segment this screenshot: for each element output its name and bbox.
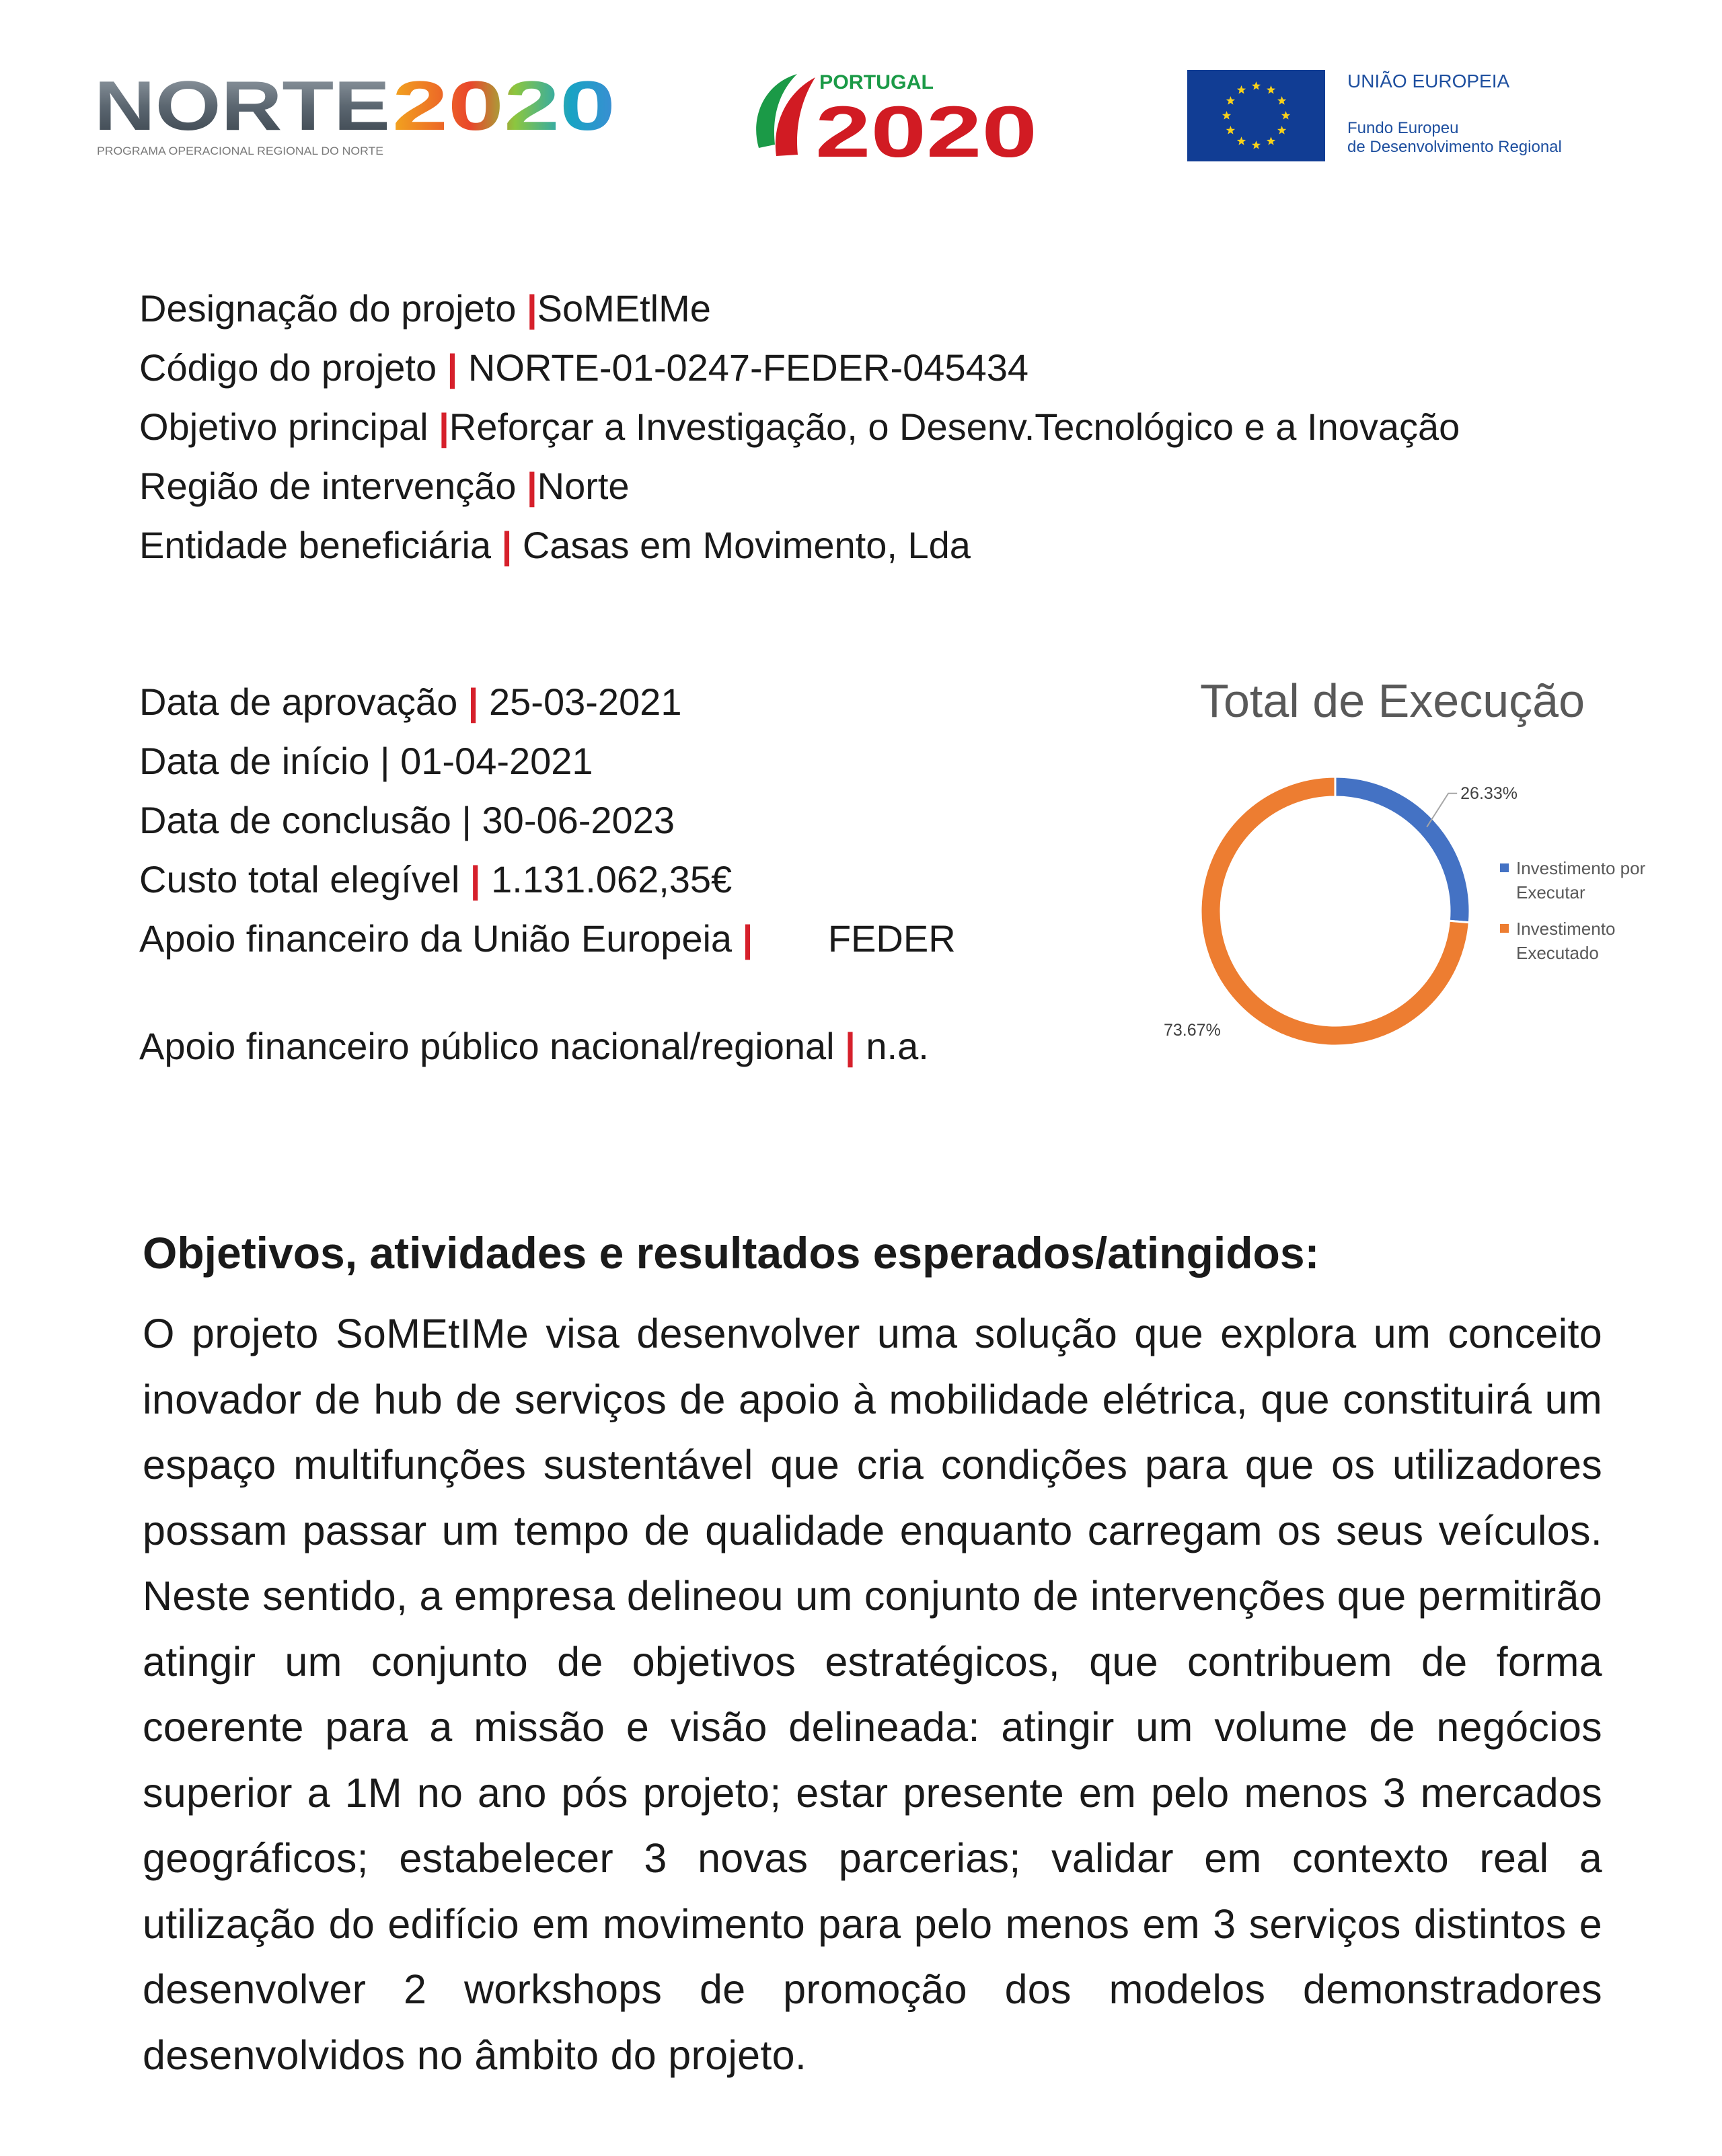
approval-row xyxy=(139,672,1115,732)
designation-value: SoMEtlMe xyxy=(537,287,711,330)
objective-value: Reforçar a Investigação, o Desenv.Tecnológico e a Inovação xyxy=(449,406,1460,448)
separator: | xyxy=(470,858,481,900)
cost-value: 1.131.062,35€ xyxy=(491,858,733,900)
eu-logo xyxy=(1187,67,1604,168)
donut-slice xyxy=(1335,777,1470,923)
eu-support-value: FEDER xyxy=(827,917,956,960)
objective-row xyxy=(139,397,1653,457)
header-logos xyxy=(0,0,1722,202)
donut-data-label: 73.67% xyxy=(1164,1021,1221,1040)
portugal-year: 2020 xyxy=(815,91,1037,168)
portugal2020-logo xyxy=(747,67,1049,168)
norte-wordmark: NORTE xyxy=(94,67,390,145)
approval-value: 25-03-2021 xyxy=(489,681,682,723)
approval-label: Data de aprovação xyxy=(139,681,458,723)
separator: | xyxy=(526,465,537,507)
separator: | xyxy=(467,681,479,723)
cost-row xyxy=(139,850,1115,909)
separator: | xyxy=(501,524,513,566)
objectives-paragraph: O projeto SoMEtIMe visa desenvolver uma solução que explora um conceito inovador de hub de serviços de apoio à mobilidade elétrica, que constituirá um espaço multifunções sustentável que cria condições para que os utilizadores possam passar um tempo de qualidade enquanto carregam os seus veículos. Neste sentido, a empresa delineou um conjunto de intervenções que permitirão atingir um conjunto de objetivos estratégicos, que contribuem de forma coerente para a missão e visão delineada: atingir um volume de negócios superior a 1M no ano pós projeto; estar presente em pelo menos 3 mercados geográficos; estabelecer 3 novas parcerias; validar em contexto real a utilização do edifício em movimento para pelo menos em 3 serviços distintos e desenvolver 2 workshops de promoção dos modelos demonstradores desenvolvidos no âmbito do projeto. xyxy=(143,1311,1602,2078)
legend-label: Executar xyxy=(1516,882,1585,902)
separator: | xyxy=(380,740,390,782)
separator: | xyxy=(447,346,458,389)
start-label: Data de início xyxy=(139,740,370,782)
code-row xyxy=(139,338,1653,397)
start-row xyxy=(139,732,1115,791)
norte2020-logo xyxy=(94,67,632,168)
objectives-heading: Objetivos, atividades e resultados esperados/atingidos: xyxy=(143,1228,1320,1278)
project-info xyxy=(139,279,1653,575)
eu-support-row xyxy=(139,909,1115,968)
separator: | xyxy=(461,799,472,841)
execution-donut-chart xyxy=(1157,746,1715,1056)
national-support-row xyxy=(139,1017,1115,1076)
entity-row xyxy=(139,516,1653,575)
cost-label: Custo total elegível xyxy=(139,858,460,900)
end-label: Data de conclusão xyxy=(139,799,451,841)
designation-label: Designação do projeto xyxy=(139,287,517,330)
portugal-label: PORTUGAL xyxy=(819,71,934,93)
legend-label: Investimento por xyxy=(1516,858,1646,878)
objective-label: Objetivo principal xyxy=(139,406,428,448)
donut-data-label: 26.33% xyxy=(1460,783,1518,803)
separator: | xyxy=(742,917,753,960)
eu-support-label: Apoio financeiro da União Europeia xyxy=(139,917,733,960)
code-label: Código do projeto xyxy=(139,346,437,389)
norte-year: 2020 xyxy=(392,67,615,145)
national-support-label: Apoio financeiro público nacional/regional xyxy=(139,1025,835,1067)
end-value: 30-06-2023 xyxy=(482,799,675,841)
chart-title: Total de Execução xyxy=(1199,675,1585,727)
legend-label: Investimento xyxy=(1516,919,1616,939)
code-value: NORTE-01-0247-FEDER-045434 xyxy=(467,346,1028,389)
eu-name: UNIÃO EUROPEIA xyxy=(1347,71,1510,91)
separator: | xyxy=(526,287,537,330)
end-row xyxy=(139,791,1115,850)
norte-subtitle: PROGRAMA OPERACIONAL REGIONAL DO NORTE xyxy=(97,145,383,157)
national-support-value: n.a. xyxy=(866,1025,929,1067)
legend-label: Executado xyxy=(1516,943,1599,963)
separator: | xyxy=(845,1025,856,1067)
eu-fund-line2: de Desenvolvimento Regional xyxy=(1347,138,1562,156)
region-value: Norte xyxy=(537,465,630,507)
separator: | xyxy=(439,406,449,448)
entity-label: Entidade beneficiária xyxy=(139,524,492,566)
entity-value: Casas em Movimento, Lda xyxy=(522,524,971,566)
eu-fund-line1: Fundo Europeu xyxy=(1347,119,1459,137)
legend-swatch xyxy=(1500,924,1509,933)
legend-swatch xyxy=(1500,863,1509,872)
designation-row xyxy=(139,279,1653,338)
dates-info xyxy=(139,672,1115,1076)
region-label: Região de intervenção xyxy=(139,465,517,507)
start-value: 01-04-2021 xyxy=(400,740,593,782)
region-row xyxy=(139,457,1653,516)
